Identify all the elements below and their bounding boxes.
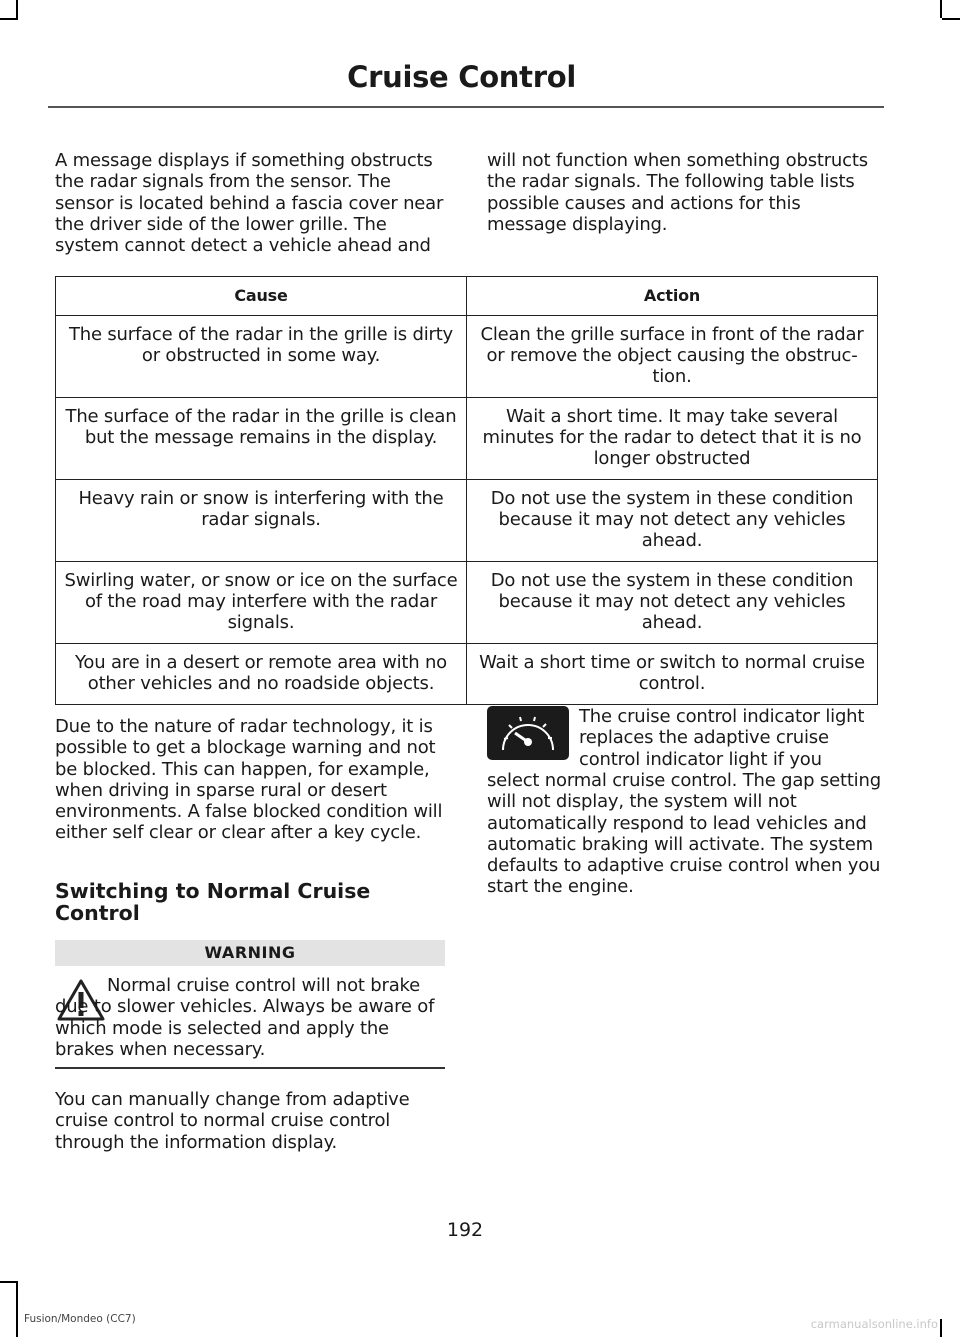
cause-action-table <box>55 276 878 705</box>
warning-label: WARNING <box>55 940 445 966</box>
crop-mark <box>940 1319 942 1337</box>
section-heading: Switching to Normal Cruise Control <box>55 879 371 925</box>
action-cell: Wait a short time or switch to normal cruise control. <box>467 644 878 705</box>
cause-cell: Heavy rain or snow is interfering with the radar signals. <box>56 480 467 562</box>
crop-mark <box>0 1281 18 1283</box>
table-row <box>56 480 878 562</box>
warning-text <box>55 975 447 1060</box>
cause-cell: The surface of the radar in the grille is dirty or obstructed in some way. <box>56 316 467 398</box>
crop-mark <box>16 0 18 18</box>
cause-column-header: Cause <box>56 277 467 316</box>
table-row <box>56 644 878 705</box>
crop-mark <box>940 0 942 18</box>
warning-divider <box>55 1067 445 1069</box>
cause-cell: The surface of the radar in the grille is clean but the message remains in the display. <box>56 398 467 480</box>
footer-model: Fusion/Mondeo (CC7) <box>24 1313 136 1325</box>
manual-change-paragraph: You can manually change from adaptive cruise control to normal cruise control through the information display. <box>55 1089 410 1153</box>
blockage-paragraph: Due to the nature of radar technology, it is possible to get a blockage warning and not be blocked. This can happen, for example, when driving in sparse rural or desert environments. A false blocked condition will either self clear or clear after a key cycle. <box>55 716 443 844</box>
crop-mark <box>16 1283 18 1337</box>
cause-cell: Swirling water, or snow or ice on the surface of the road may interfere with the radar signals. <box>56 562 467 644</box>
indicator-text-rest: select normal cruise control. The gap setting will not display, the system will not automatically respond to lead vehicles and automatic braking will activate. The system defaults to adaptive cruise control when you start the engine. <box>487 770 881 898</box>
intro-paragraph-right: will not function when something obstructs the radar signals. The following table lists possible causes and actions for this message displaying. <box>487 150 868 235</box>
header-divider <box>48 106 884 108</box>
action-cell: Do not use the system in these condition because it may not detect any vehicles ahead. <box>467 562 878 644</box>
action-cell: Clean the grille surface in front of the radar or remove the object causing the obstruc-tion. <box>467 316 878 398</box>
table-row <box>56 316 878 398</box>
crop-mark <box>0 18 18 20</box>
indicator-text-top: The cruise control indicator light replaces the adaptive cruise control indicator light if you <box>579 706 865 770</box>
crop-mark <box>942 18 960 20</box>
action-cell: Wait a short time. It may take several minutes for the radar to detect that it is no longer obstructed <box>467 398 878 480</box>
page-title: Cruise Control <box>347 60 576 94</box>
page-number: 192 <box>446 1219 484 1241</box>
action-cell: Do not use the system in these condition because it may not detect any vehicles ahead. <box>467 480 878 562</box>
intro-paragraph-left: A message displays if something obstructs the radar signals from the sensor. The sensor is located behind a fascia cover near the driver side of the lower grille. The system cannot detect a vehicle ahead and <box>55 150 444 257</box>
table-row <box>56 562 878 644</box>
table-row <box>56 398 878 480</box>
watermark: carmanualsonline.info <box>810 1317 938 1331</box>
cruise-control-gauge-icon <box>487 706 569 760</box>
action-column-header: Action <box>467 277 878 316</box>
warning-text-content: Normal cruise control will not brake due to slower vehicles. Always be aware of which mode is selected and apply the brakes when necessary. <box>55 975 435 1060</box>
table-header-row <box>56 277 878 316</box>
cause-cell: You are in a desert or remote area with no other vehicles and no roadside objects. <box>56 644 467 705</box>
